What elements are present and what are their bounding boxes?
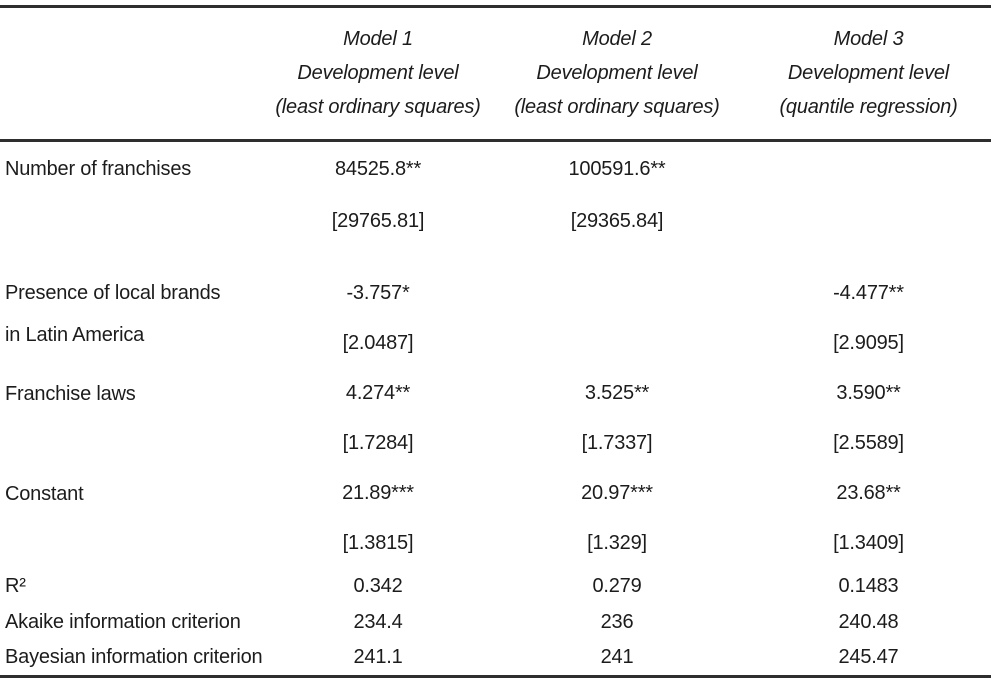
model-3-title: Model 3	[833, 28, 904, 50]
row-label-continued	[0, 319, 268, 369]
row-bayesian-information-criterion	[0, 641, 991, 677]
row-label	[0, 469, 268, 519]
stat-cell: 241	[600, 646, 634, 669]
stat-cell: 234.4	[353, 611, 403, 633]
model-3-subtitle: Development level	[787, 62, 950, 84]
table-body	[0, 141, 991, 677]
stat-cell: 240.48	[838, 611, 899, 633]
coefficient-cell: 23.68**	[836, 482, 901, 504]
stderr-cell	[488, 319, 746, 369]
stderr-cell: [2.0487]	[342, 332, 414, 354]
row-label-line: Number of franchises	[5, 158, 192, 181]
row-number-of-franchises-coef	[0, 141, 991, 197]
row-label-continued	[0, 519, 268, 569]
model-2-subtitle: Development level	[536, 62, 698, 84]
header-spacer-cell	[0, 7, 268, 141]
row-number-of-franchises-stderr	[0, 197, 991, 247]
stat-cell: 241.1	[353, 646, 403, 669]
stat-cell: 236	[600, 611, 634, 633]
row-label-continued	[0, 197, 268, 247]
header-model-3	[746, 7, 991, 141]
header-model-1	[268, 7, 488, 141]
row-franchise-laws-stderr	[0, 419, 991, 469]
row-label-line: Presence of local brands	[5, 282, 221, 304]
row-label: Akaike information criterion	[5, 611, 241, 633]
row-presence-local-brands-coef	[0, 247, 991, 319]
stderr-cell: [29365.84]	[570, 210, 664, 232]
row-label-continued	[0, 419, 268, 469]
coefficient-cell: 84525.8**	[334, 157, 422, 180]
stderr-cell: [2.5589]	[833, 432, 904, 454]
row-label: R²	[5, 575, 26, 597]
stat-cell: 0.342	[353, 575, 403, 597]
stat-cell: 0.279	[592, 575, 642, 597]
model-1-title: Model 1	[343, 28, 413, 50]
row-label-line: Constant	[5, 482, 84, 505]
coefficient-cell	[746, 141, 991, 197]
row-constant-stderr	[0, 519, 991, 569]
header-model-2	[488, 7, 746, 141]
row-label: Bayesian information criterion	[5, 646, 263, 669]
coefficient-cell: 3.525**	[584, 382, 650, 404]
model-1-method: (least ordinary squares)	[275, 96, 481, 118]
stderr-cell: [1.3409]	[833, 532, 904, 554]
row-constant-coef	[0, 469, 991, 519]
row-label-line: in Latin America	[5, 323, 145, 346]
model-1-subtitle: Development level	[297, 62, 459, 84]
table-header	[0, 7, 991, 141]
coefficient-cell: 20.97***	[581, 482, 653, 504]
row-label	[0, 247, 268, 319]
model-2-method: (least ordinary squares)	[514, 96, 720, 118]
coefficient-cell: -3.757*	[346, 281, 410, 304]
stderr-cell: [2.9095]	[833, 332, 904, 354]
coefficient-cell: 3.590**	[836, 382, 901, 404]
stderr-cell	[746, 197, 991, 247]
coefficient-cell: 4.274**	[345, 382, 411, 404]
coefficient-cell: -4.477**	[833, 281, 904, 304]
row-label-line: Franchise laws	[5, 382, 136, 405]
coefficient-cell: 100591.6**	[568, 157, 666, 180]
row-presence-local-brands-stderr	[0, 319, 991, 369]
row-label	[0, 141, 268, 197]
model-3-method: (quantile regression)	[779, 96, 958, 118]
model-2-title: Model 2	[582, 28, 652, 50]
stderr-cell: [29765.81]	[331, 210, 425, 232]
coefficient-cell: 21.89***	[342, 482, 414, 504]
stderr-cell: [1.7337]	[581, 432, 653, 454]
coefficient-cell	[488, 247, 746, 319]
row-franchise-laws-coef	[0, 369, 991, 419]
row-label	[0, 369, 268, 419]
stat-cell: 245.47	[838, 646, 899, 669]
row-akaike-information-criterion	[0, 605, 991, 641]
regression-results-table	[0, 5, 991, 678]
row-r-squared	[0, 569, 991, 605]
stderr-cell: [1.7284]	[342, 432, 414, 454]
stat-cell: 0.1483	[838, 575, 899, 597]
stderr-cell: [1.3815]	[342, 532, 414, 554]
table-header-row	[0, 7, 991, 141]
stderr-cell: [1.329]	[587, 532, 647, 554]
